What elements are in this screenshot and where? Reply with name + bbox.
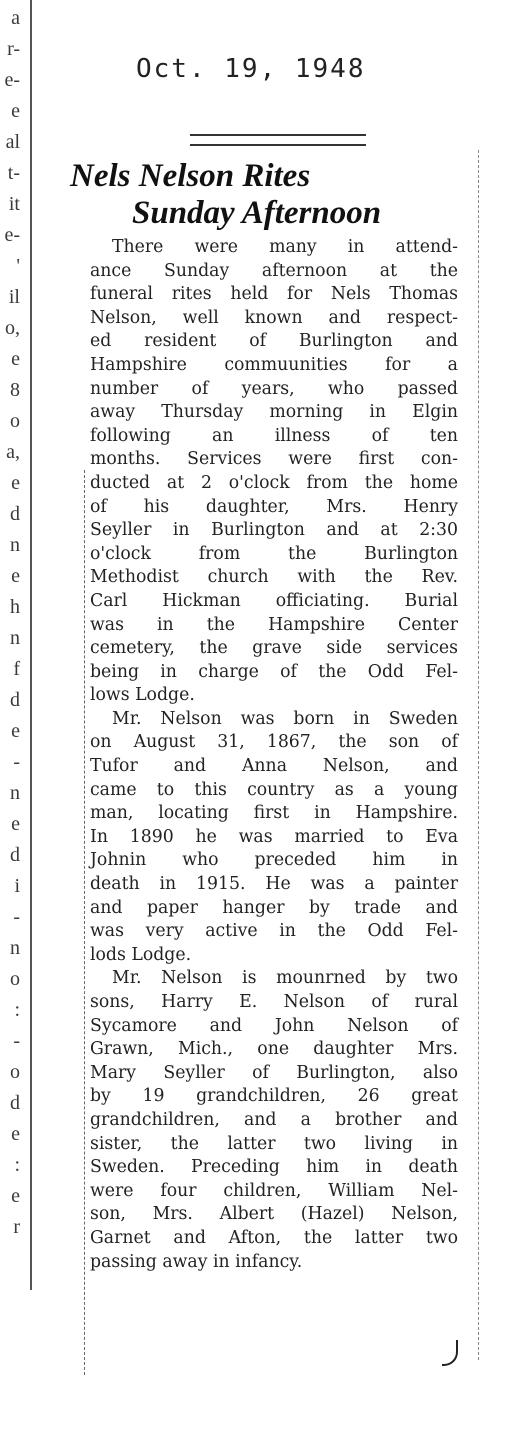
edge-fragment: al [5, 131, 20, 153]
edge-fragment: f [13, 658, 20, 680]
article-left-rule [84, 470, 86, 1375]
edge-fragment: n [10, 534, 20, 556]
article-line: grandchildren, and a brother and [90, 1109, 458, 1130]
article-line: was very active in the Odd Fel- [90, 921, 458, 942]
article-line: ance Sunday afternoon at the [90, 260, 458, 281]
article-line: passing away in infancy. [90, 1251, 303, 1272]
edge-fragment: n [10, 627, 20, 649]
edge-fragment: h [10, 596, 20, 618]
edge-fragment: t- [7, 162, 20, 184]
article-line: lods Lodge. [90, 944, 192, 965]
article-line: Mary Seyller of Burlington, also [90, 1062, 458, 1083]
edge-fragment: e [11, 565, 20, 587]
edge-fragment: d [10, 1092, 20, 1114]
article-line: were four children, William Nel- [90, 1180, 458, 1201]
edge-fragment: d [10, 689, 20, 711]
edge-fragment: n [10, 782, 20, 804]
edge-fragment: it [8, 193, 20, 215]
article-line: Sycamore and John Nelson of [90, 1015, 458, 1036]
edge-fragment: e- [4, 69, 20, 91]
article-line: on August 31, 1867, the son of [90, 732, 458, 753]
edge-fragment: : [14, 999, 20, 1021]
headline-rule-top [190, 134, 366, 136]
column-divider [30, 0, 32, 1290]
edge-fragment: d [10, 503, 20, 525]
end-mark [442, 1340, 458, 1366]
article-line: Hampshire commuunities for a [90, 354, 458, 375]
article-line: funeral rites held for Nels Thomas [90, 284, 458, 305]
edge-fragment: o [10, 1061, 20, 1083]
article-line: lows Lodge. [90, 685, 195, 706]
headline-line-1: Nels Nelson Rites [70, 158, 311, 194]
article-line: ducted at 2 o'clock from the home [90, 472, 458, 493]
article-line: months. Services were first con- [90, 449, 458, 470]
edge-fragment: a, [6, 441, 20, 463]
edge-fragment: ' [16, 255, 20, 277]
article-line: following an illness of ten [90, 425, 458, 446]
article-line: away Thursday morning in Elgin [90, 402, 458, 423]
article-line: Garnet and Afton, the latter two [90, 1227, 458, 1248]
edge-fragment: e [11, 1185, 20, 1207]
article-line: Seyller in Burlington and at 2:30 [90, 520, 458, 541]
edge-fragment: 8 [10, 379, 20, 401]
edge-fragment: o [10, 968, 20, 990]
edge-fragment: e [11, 720, 20, 742]
headline-rule-bottom [190, 144, 366, 146]
article-line: In 1890 he was married to Eva [90, 826, 458, 847]
article-line: of his daughter, Mrs. Henry [90, 496, 458, 517]
edge-fragment: o [10, 410, 20, 432]
article-line: Methodist church with the Rev. [90, 567, 458, 588]
article-line: sister, the latter two living in [90, 1133, 458, 1154]
edge-fragment: i [14, 875, 20, 897]
headline [70, 158, 490, 232]
article-line: Sweden. Preceding him in death [90, 1157, 458, 1178]
article-line: o'clock from the Burlington [90, 543, 458, 564]
article-line: and paper hanger by trade and [90, 897, 458, 918]
edge-fragment: n [10, 937, 20, 959]
edge-fragment: e- [4, 224, 20, 246]
article-line: There were many in attend- [112, 237, 458, 257]
article-line: Johnin who preceded him in [90, 850, 458, 871]
article-line: by 19 grandchildren, 26 great [90, 1086, 458, 1107]
article-line: son, Mrs. Albert (Hazel) Nelson, [90, 1204, 458, 1225]
edge-fragment: a [11, 7, 20, 29]
edge-fragment: - [13, 1030, 20, 1052]
article-line: Mr. Nelson was born in Sweden [112, 708, 458, 729]
edge-fragment: e [11, 100, 20, 122]
edge-fragment: - [13, 751, 20, 773]
article-line: death in 1915. He was a painter [90, 874, 458, 895]
headline-line-2: Sunday Afternoon [132, 195, 382, 231]
article-line: Grawn, Mich., one daughter Mrs. [90, 1039, 458, 1060]
article-line: Carl Hickman officiating. Burial [90, 590, 458, 611]
date-stamp: Oct. 19, 1948 [136, 54, 366, 84]
article-line: being in charge of the Odd Fel- [90, 661, 458, 682]
edge-fragment: e [11, 472, 20, 494]
paragraph-2 [90, 708, 458, 968]
article-line: was in the Hampshire Center [90, 614, 458, 635]
edge-fragment: : [14, 1154, 20, 1176]
article-line: came to this country as a young [90, 779, 458, 800]
article-line: cemetery, the grave side services [90, 638, 458, 659]
paragraph-1 [90, 236, 458, 708]
edge-fragment: e [11, 1123, 20, 1145]
article-right-rule [478, 150, 480, 1360]
edge-fragment: r [13, 1216, 20, 1238]
article-body [90, 236, 458, 1274]
edge-fragment: e [11, 813, 20, 835]
article-line: man, locating first in Hampshire. [90, 803, 458, 824]
edge-fragment: - [13, 906, 20, 928]
article-line: ed resident of Burlington and [90, 331, 458, 352]
article-line: Nelson, well known and respect- [90, 307, 458, 328]
edge-fragment: r- [7, 38, 20, 60]
edge-fragment: e [11, 348, 20, 370]
adjacent-column-fragment [0, 0, 34, 1290]
article-line: sons, Harry E. Nelson of rural [90, 992, 458, 1012]
paragraph-3 [90, 967, 458, 1274]
article-line: number of years, who passed [90, 378, 458, 399]
edge-fragment: o, [5, 317, 20, 339]
article-line: Mr. Nelson is mounrned by two [112, 968, 458, 989]
article-line: Tufor and Anna Nelson, and [90, 756, 458, 777]
edge-fragment: d [10, 844, 20, 866]
edge-fragment: il [8, 286, 20, 308]
